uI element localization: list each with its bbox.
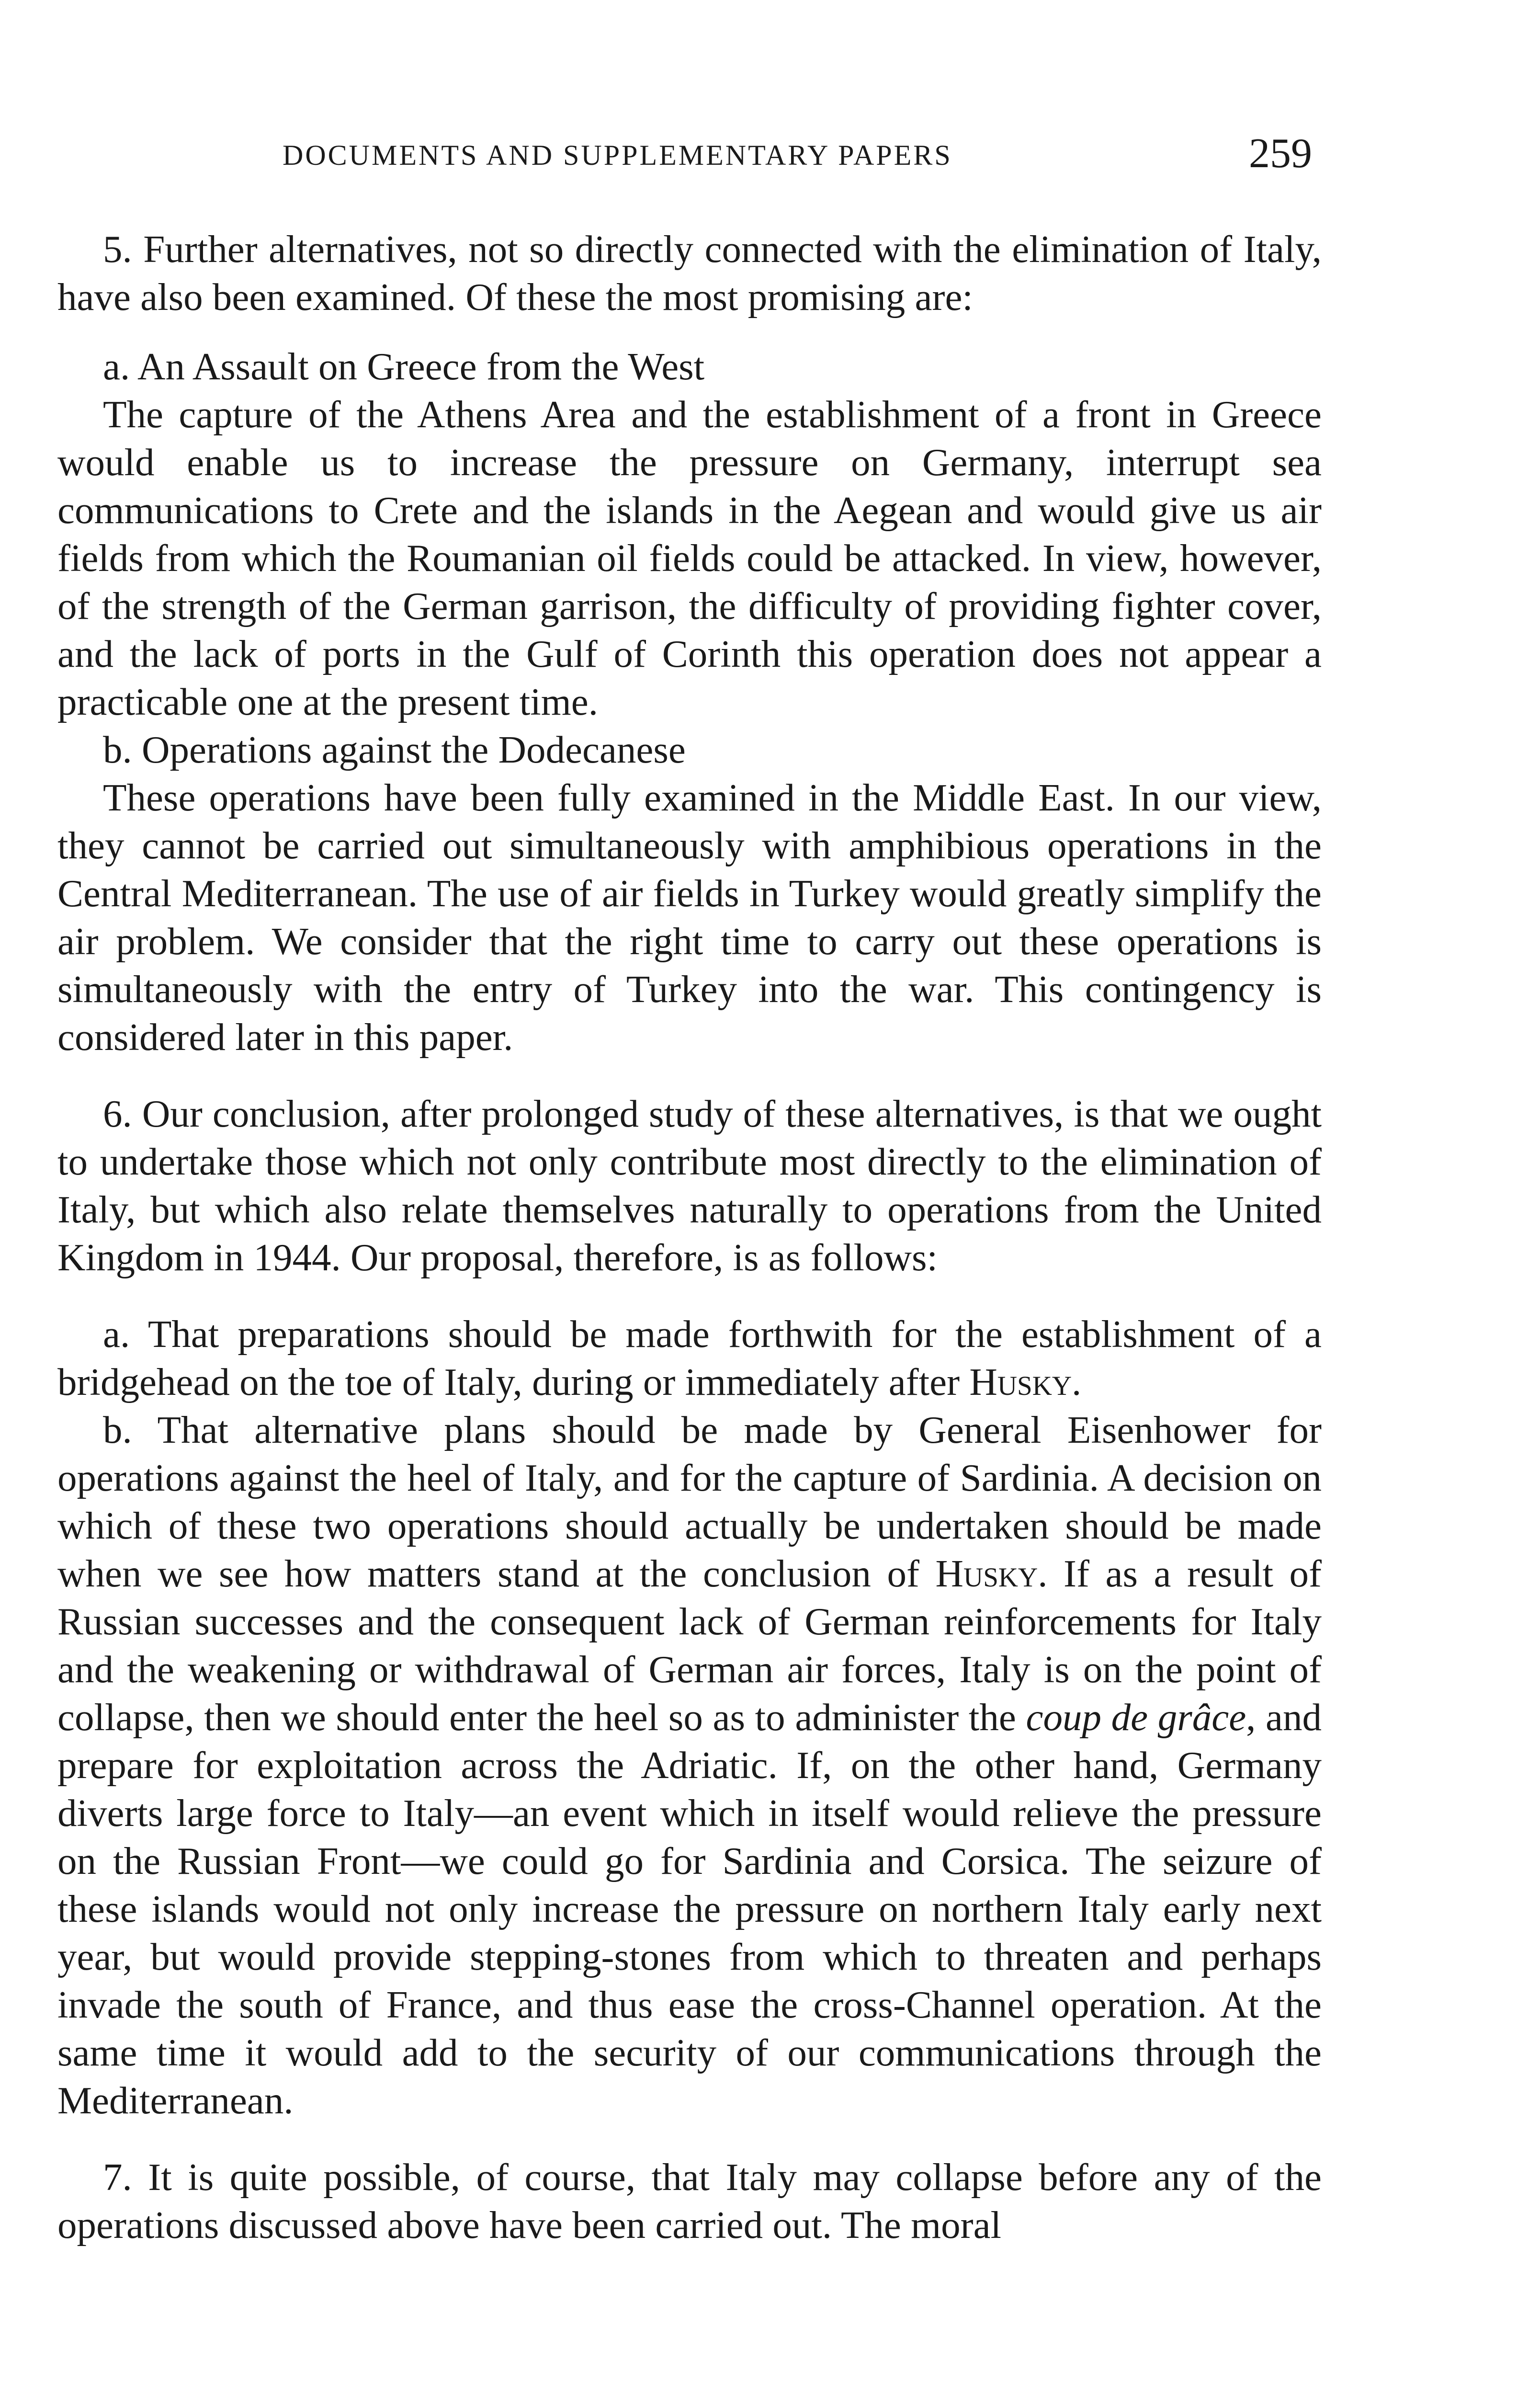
paragraph-6a-end: . xyxy=(1072,1360,1082,1403)
paragraph-6b xyxy=(57,1406,1322,2124)
page-header xyxy=(57,129,1322,192)
paragraph-6a-text: a. That preparations should be made forthwith for the establishment of a bridgehead on the toe of Italy, during or immediately after xyxy=(57,1312,1322,1403)
paragraph-6b-text-1: b. That alternative plans should be made by General Eisenhower for operations against the heel of Italy, and for the capture of Sardinia. A decision on which of these two operations should actually be undertaken should be made when we see how matters stand at the conclusion of xyxy=(57,1408,1322,1595)
operation-name-husky: Husky xyxy=(969,1360,1072,1403)
running-head: DOCUMENTS AND SUPPLEMENTARY PAPERS xyxy=(283,139,952,171)
operation-name-husky: Husky xyxy=(935,1552,1038,1595)
coup-de-grace-phrase: coup de grâce xyxy=(1026,1696,1246,1739)
paragraph-5a-heading: a. An Assault on Greece from the West xyxy=(103,345,705,388)
paragraph-6b-text-3: , and prepare for exploitation across the Adriatic. If, on the other hand, Germany diverts large force to Italy—an event which in itself would relieve the pressure on the Russian Front—we could go for Sardinia and Corsica. The seizure of these islands would not only increase the pressure on northern Italy early next year, but would provide stepping-stones from which to threaten and perhaps invade the south of France, and thus ease the cross-Channel operation. At the same time it would add to the security of our communications through the Mediterranean. xyxy=(57,1696,1322,2122)
paragraph-6: 6. Our conclusion, after prolonged study of these alternatives, is that we ought to undertake those which not only contribute most directly to the elimination of Italy, but which also relate themselves naturally to operations from the United Kingdom in 1944. Our proposal, therefore, is as follows: xyxy=(57,1092,1322,1279)
paragraph-5b-text: These operations have been fully examined in the Middle East. In our view, they cannot be carried out simultaneously with amphibious operations in the Central Mediterranean. The use of air fields in Turkey would greatly simplify the air problem. We consider that the right time to carry out these operations is simultaneously with the entry of Turkey into the war. This contingency is considered later in this paper. xyxy=(57,776,1322,1059)
paragraph-7: 7. It is quite possible, of course, that Italy may collapse before any of the operations discussed above have been carried out. The moral xyxy=(57,2156,1322,2247)
paragraph-6b-text-2: . If as a result of Russian successes and the consequent lack of German reinforcements for Italy and the weakening or withdrawal of German air forces, Italy is on the point of collapse, then we should enter the heel so as to administer the xyxy=(57,1552,1322,1739)
body-text xyxy=(57,225,1322,2249)
paragraph-5b-heading: b. Operations against the Dodecanese xyxy=(103,728,686,771)
paragraph-6a xyxy=(57,1310,1322,1406)
paragraph-5: 5. Further alternatives, not so directly connected with the elimination of Italy, have also been examined. Of these the most promising are: xyxy=(57,228,1322,319)
paragraph-5a-text: The capture of the Athens Area and the establishment of a front in Greece would enable us to increase the pressure on Germany, interrupt sea communications to Crete and the islands in the Aegean and would give us air fields from which the Roumanian oil fields could be attacked. In view, however, of the strength of the German garrison, the difficulty of providing fighter cover, and the lack of ports in the Gulf of Corinth this operation does not appear a practicable one at the present time. xyxy=(57,393,1322,723)
page-number: 259 xyxy=(1249,130,1312,177)
